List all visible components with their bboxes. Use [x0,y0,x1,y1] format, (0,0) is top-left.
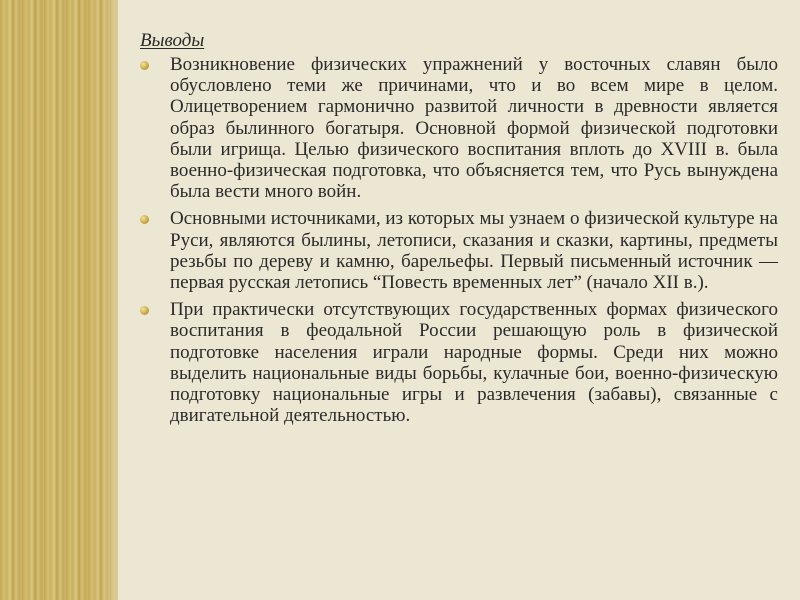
bullet-dot-icon [140,306,149,315]
slide-title: Выводы [140,30,205,51]
slide-content [140,30,778,432]
list-item [140,208,778,293]
bullet-text: Возникновение физических упражнений у восточных славян было обусловлено теми же причинами, что и во всем мире в целом. Олицетворением гармонично развитой личности в древности является образ былинного богатыря. Основной формой физической подготовки были игрища. Целью физического воспитания вплоть до XVIII в. была военно-физическая подготовка, что объясняется тем, что Русь вынуждена была вести много войн. [170,54,778,203]
bullet-dot-icon [140,61,149,70]
list-item [140,54,778,202]
bullet-text: При практически отсутствующих государственных формах физического воспитания в феодальной России решающую роль в физической подготовке населения играли народные формы. Среди них можно выделить национальные виды борьбы, кулачные бои, военно-физическую подготовку национальные игры и развлечения (забавы), связанные с двигательной деятельностью. [170,299,778,427]
bullet-text: Основными источниками, из которых мы узнаем о физической культуре на Руси, являются былины, летописи, сказания и сказки, картины, предметы резьбы по дереву и камню, барельефы. Первый письменный источник — первая русская летопись “Повесть временных лет” (начало XII в.). [170,208,778,294]
bullet-dot-icon [140,215,149,224]
list-item [140,299,778,426]
stripe-fade [100,0,140,600]
bullet-list [140,54,778,426]
